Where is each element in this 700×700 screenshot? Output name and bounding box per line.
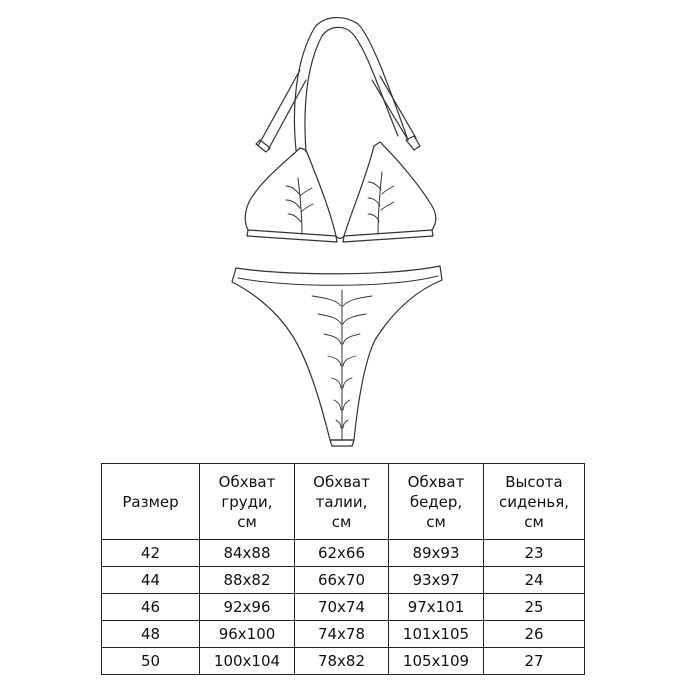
- waist-cell: 70x74: [295, 594, 389, 621]
- header-hips-line: Обхват: [407, 472, 465, 491]
- hips-cell: 93x97: [389, 567, 484, 594]
- header-rise-line: см: [524, 512, 544, 531]
- header-bust-line: Обхват: [218, 472, 276, 491]
- header-rise-line: сиденья,: [498, 492, 570, 511]
- rise-cell: 27: [484, 648, 585, 675]
- header-waist: [295, 464, 389, 540]
- rise-cell: 26: [484, 621, 585, 648]
- header-hips-line: см: [426, 512, 446, 531]
- header-rise-line: Высота: [505, 472, 563, 491]
- header-hips: [389, 464, 484, 540]
- hips-cell: 97x101: [389, 594, 484, 621]
- table-row: [102, 594, 585, 621]
- hips-cell: 101x105: [389, 621, 484, 648]
- waist-cell: 66x70: [295, 567, 389, 594]
- table-row: [102, 540, 585, 567]
- hips-cell: 89x93: [389, 540, 484, 567]
- bust-cell: 92x96: [200, 594, 295, 621]
- bust-cell: 88x82: [200, 567, 295, 594]
- waist-cell: 78x82: [295, 648, 389, 675]
- size-cell: 46: [102, 594, 200, 621]
- triangle-bikini-top-icon: [245, 18, 436, 242]
- waist-cell: 74x78: [295, 621, 389, 648]
- header-bust: [200, 464, 295, 540]
- table-row: [102, 648, 585, 675]
- header-size: [102, 464, 200, 540]
- header-size-line: Размер: [122, 492, 179, 511]
- header-waist-line: Обхват: [313, 472, 370, 491]
- size-cell: 42: [102, 540, 200, 567]
- size-chart-table: [101, 463, 585, 675]
- header-rise: [484, 464, 585, 540]
- header-bust-line: см: [237, 512, 257, 531]
- size-cell: 48: [102, 621, 200, 648]
- header-row: [102, 464, 585, 540]
- bikini-bottom-icon: [232, 266, 442, 446]
- header-waist-line: см: [331, 512, 352, 531]
- size-cell: 44: [102, 567, 200, 594]
- bust-cell: 96x100: [200, 621, 295, 648]
- header-bust-line: груди,: [221, 492, 273, 511]
- rise-cell: 23: [484, 540, 585, 567]
- rise-cell: 25: [484, 594, 585, 621]
- size-cell: 50: [102, 648, 200, 675]
- size-chart-header: [102, 464, 585, 540]
- size-chart-body: [102, 540, 585, 675]
- header-hips-line: бедер,: [409, 492, 463, 511]
- bust-cell: 84x88: [200, 540, 295, 567]
- waist-cell: 62x66: [295, 540, 389, 567]
- bust-cell: 100x104: [200, 648, 295, 675]
- rise-cell: 24: [484, 567, 585, 594]
- header-waist-line: талии,: [315, 492, 368, 511]
- table-row: [102, 621, 585, 648]
- table-row: [102, 567, 585, 594]
- hips-cell: 105x109: [389, 648, 484, 675]
